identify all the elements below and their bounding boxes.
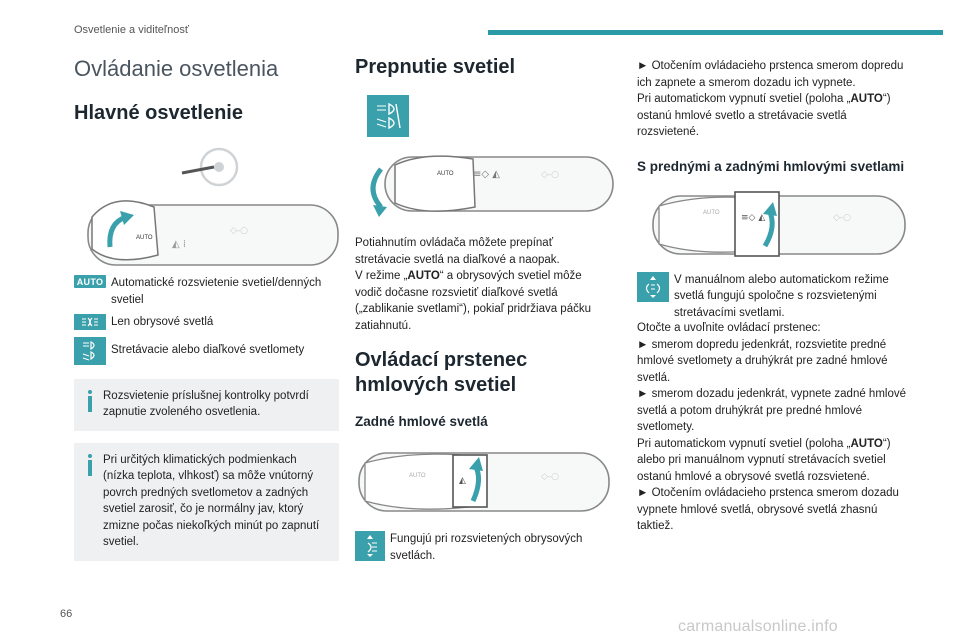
lever-illustration-front-rear-fog [637, 186, 907, 266]
section-title: Osvetlenie a viditeľnosť [74, 24, 189, 36]
lever-illustration-main [74, 131, 339, 281]
lever-illustration-switch [355, 145, 610, 223]
svg-text:≡◇ ◭: ≡◇ ◭ [741, 212, 766, 223]
info-box-2 [74, 443, 339, 561]
dipped-main-beam-icon [74, 337, 106, 365]
column-2 [355, 56, 610, 570]
header-accent-bar [488, 30, 943, 35]
heading-main-lighting: Hlavné osvetlenie [74, 102, 243, 124]
paragraph: ► smerom dopredu jedenkrát, rozsvietite predné hmlové svetlomety a druhýkrát pre zadné hmlové svetlá. [637, 338, 888, 384]
svg-text:◭: ◭ [459, 476, 466, 486]
legend-text: V manuálnom alebo automatickom režime svetlá fungujú spoločne s rozsvietenými stretávacími svetlami. [674, 273, 889, 319]
column-1 [74, 56, 339, 561]
info-icon [84, 452, 96, 551]
paragraph-auto: V režime „AUTO“ a obrysových svetiel môže vodič dočasne rozsvietiť diaľkové svetlá („zablikanie svetlami“), pokiaľ pridržiava páčku zatiahnutú. [355, 270, 591, 332]
info-box-1 [74, 379, 339, 431]
lever-auto-label: AUTO [136, 235, 153, 241]
legend-parking [74, 314, 339, 331]
paragraph: ► Otočením ovládacieho prstenca smerom dozadu vypnete hmlové svetlá, obrysové svetlá zhasnú taktiež. [637, 487, 899, 532]
svg-text:◭ ⁞: ◭ ⁞ [172, 239, 187, 250]
legend-text: Automatické rozsvietenie svetiel/denných svetiel [111, 277, 322, 306]
paragraph: ► smerom dozadu jedenkrát, vypnete zadné hmlové svetlá a potom druhýkrát pre predné hmlové svetlomety. [637, 388, 906, 433]
auto-badge: AUTO [74, 275, 106, 288]
info-text: Rozsvietenie príslušnej kontrolky potvrdí zapnutie zvoleného osvetlenia. [103, 389, 309, 418]
rear-fog-legend [355, 531, 610, 564]
switching-text [355, 235, 610, 334]
paragraph-auto: Pri automatickom vypnutí svetiel (poloha „AUTO“) alebo pri manuálnom vypnutí stretávacích svetiel ostanú hmlové a obrysové svetlá rozsvietené. [637, 437, 891, 483]
svg-text:≡◇ ◭: ≡◇ ◭ [473, 169, 500, 180]
legend-beam [74, 337, 339, 365]
page-title: Ovládanie osvetlenia [74, 56, 279, 81]
column-3 [637, 58, 907, 535]
main-beam-icon [367, 95, 409, 137]
fog-ring-instructions [637, 320, 907, 535]
paragraph: ► Otočením ovládacieho prstenca smerom dopredu ich zapnete a smerom dozadu ich vypnete. [637, 60, 904, 89]
info-icon [84, 388, 96, 421]
heading-rear-fog: Zadné hmlové svetlá [355, 414, 488, 429]
paragraph-auto: Pri automatickom vypnutí svetiel (poloha „AUTO“) ostanú hmlové svetlo a stretávacie svetlá rozsvietené. [637, 93, 891, 138]
page-number: 66 [60, 608, 73, 620]
watermark: carmanualsonline.info [678, 618, 838, 635]
svg-text:◇-○: ◇-○ [541, 170, 560, 180]
steering-wheel-icon [74, 131, 339, 281]
paragraph: Otočte a uvoľnite ovládací prstenec: [637, 322, 821, 334]
svg-text:AUTO: AUTO [703, 209, 720, 216]
front-rear-fog-legend [637, 272, 907, 322]
info-text: Pri určitých klimatických podmienkach (nízka teplota, vlhkosť) sa môže vnútorný povrch predných svetlometov a zadných svetiel zarosiť, čo je normálny jav, ktorý zmizne počas niekoľkých minút po zapnutí svetiel. [103, 453, 320, 548]
legend-text: Fungujú pri rozsvietených obrysových svetlách. [390, 533, 583, 562]
svg-text:◇-○: ◇-○ [230, 226, 249, 236]
legend-text: Stretávacie alebo diaľkové svetlomety [111, 343, 305, 356]
legend-text: Len obrysové svetlá [111, 316, 214, 328]
paragraph: Potiahnutím ovládača môžete prepínať stretávacie svetlá na diaľkové a naopak. [355, 237, 560, 266]
parking-lights-icon [74, 314, 106, 330]
svg-text:◇-○: ◇-○ [541, 472, 560, 482]
heading-switching: Prepnutie svetiel [355, 56, 516, 78]
lever-auto-label: AUTO [437, 171, 454, 177]
heading-front-rear-fog: S prednými a zadnými hmlovými svetlami [637, 158, 905, 174]
svg-text:AUTO: AUTO [409, 473, 426, 479]
legend-list [74, 275, 339, 365]
svg-text:◇-○: ◇-○ [833, 212, 852, 223]
front-rear-fog-icon [637, 272, 669, 302]
heading-fog-ring: Ovládací prstenec hmlových svetiel [355, 349, 528, 396]
lever-illustration-rear-fog [355, 443, 610, 523]
rear-fog-icon [355, 531, 385, 561]
